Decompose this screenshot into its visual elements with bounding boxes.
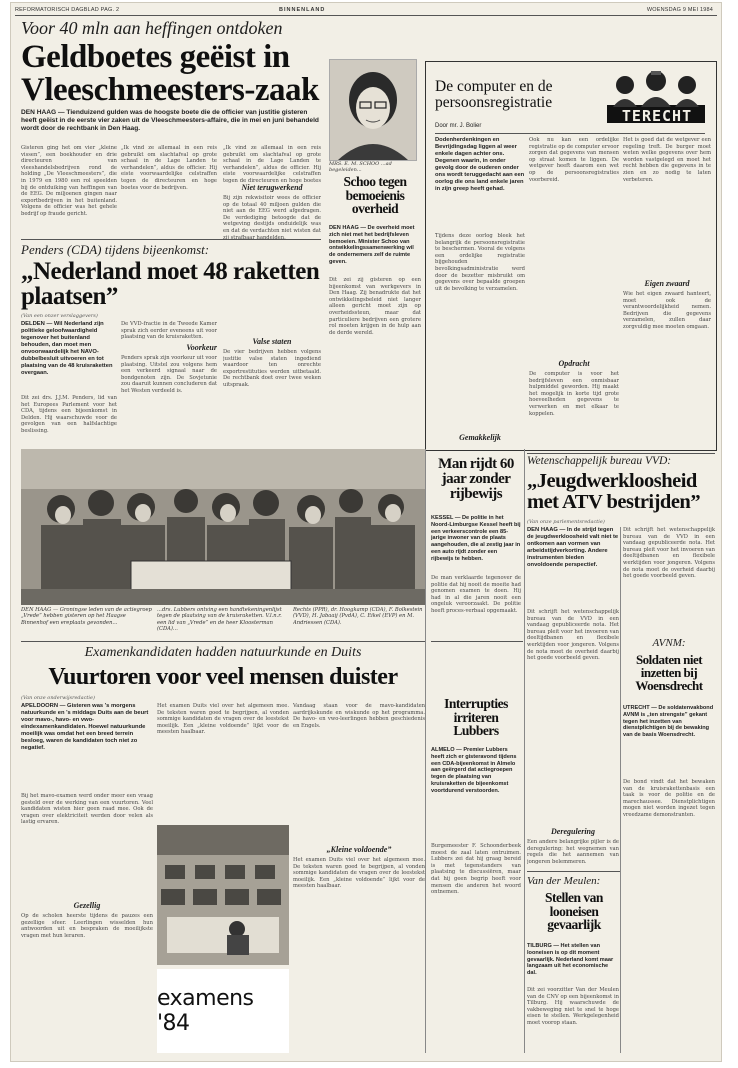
exams-subhead-1: Gezellig	[73, 901, 101, 910]
nato-lead: DELDEN — Wil Nederland zijn politieke geloofwaardigheid tegenover het buitenland behouden, dan moet men onvoorwaardelijk het NAVO-dubbelbesluit uitvoeren en tot plaatsing van de 48 kruisraketten overgaan.	[21, 321, 113, 376]
vvd-lead: DEN HAAG — In de strijd tegen de jeugdwerkloosheid valt niet te ontkomen aan vormen van arbeidstijdverkorting. Andere instrumenten bieden onvoldoende perspectief.	[527, 527, 619, 568]
fines-kicker: Voor 40 mln aan heffingen ontdoken	[21, 18, 283, 38]
column-separator-2	[524, 449, 525, 1053]
kessel-lead: KESSEL — De politie in het Noord-Limburgse Kessel heeft bij een verkeerscontrole een 85-jarige inwoner van de plaats aangehouden, die al zestig jaar in een auto rijdt zonder een rijbewijs te hebben.	[431, 515, 521, 562]
running-head-left: REFORMATORISCH DAGBLAD PAG. 2	[15, 7, 120, 13]
exams-logo-text: examens '84	[157, 986, 254, 1036]
fines-subhead: Niet terugwerkend	[241, 183, 303, 192]
computer-subhead-1: Opdracht	[558, 359, 590, 368]
photo-main-caption-1: DEN HAAG — Groningse leden van de actiegroep „Vrede” hebben gisteren op het Haagse Binnenhof een ereplaats gevonden...	[21, 607, 152, 626]
vvd-body: Dit schrijft het wetenschappelijk bureau van de VVD in een vandaag gepubliceerde nota. Het bureau pleit voor het invoeren van deeltijdbanen en flexibele werktijden voor jongeren. Volgens de nota moet de overheid daarbij het goede voorbeeld geven.	[527, 609, 619, 662]
exams-headline: Vuurtoren voor veel mensen duister	[48, 664, 398, 690]
fines-body-3a: „Ik vind ze allemaal in een reis gebruikt om slachtafval op grote schaal in de Lage Landen te verhandelen”, aldus de officier. Hij eiste voorwaardelijke celstraffen tegen de directeuren en hoge boetes	[223, 145, 321, 183]
computer-byline: Door mr. J. Bolier	[435, 123, 482, 129]
meulen-rule	[527, 871, 621, 872]
fines-lead: DEN HAAG — Tienduizend gulden was de hoogste boete die de officier van justitie gisteren heeft geëist in de eerste vier zaken uit de Vleeschmeesters-affaire, die in mei en juni behandeld wordt door de rechtbank in Den Haag.	[21, 109, 319, 133]
lubbers-body: Burgemeester F. Schoonderbeek moest de zaal laten ontruimen. Lubbers zei dat hij graag bereid is met tegenstanders van plaatsing te discussiëren, maar dat hij geen begrip heeft voor mensen die anderen het woord ontnemen.	[431, 843, 521, 896]
nato-source: (Van een onzer verslaggevers)	[21, 313, 98, 319]
fines-body-3: Bij zijn rekwisitoir wees de officier op de totaal 40 miljoen gulden die niet aan de EEG werd afgedragen. De verdediging betoogde dat de wetgeving destijds onduidelijk was en dat de verdachten niet wisten dat zij strafbaar handelden.	[223, 195, 321, 241]
fines-body-1: Gisteren ging het om vier „kleine vissen”, een boekhouder en drie directeuren van vleeshandelsbedrijven rond de holding „De Vleeschmeesters”, die in 1979 en 1980 een rol speelden bij de ontduiking van heffingen van de EEG. De miljoenen gingen naar exportbedrijven in het buitenland. Volgens de officier was het gehele bedrijf op fraude gericht.	[21, 145, 117, 217]
computer-subhead-2: Gemakkelijk	[459, 433, 501, 442]
nato-body-2: Penders sprak zijn voorkeur uit voor plaatsing. Uitstel zou volgens hem een verkeerd signaal naar de bondgenoten zijn. De Sovjetunie zou daaruit kunnen concluderen dat het Westen verdeeld is.	[121, 355, 217, 394]
schoo-headline: Schoo tegen bemoeienis overheid	[343, 174, 407, 216]
lubbers-lead: ALMELO — Premier Lubbers heeft zich er gisteravond tijdens een CDA-bijeenkomst in Almelo aan geërgerd dat actiegroepen tegen de plaatsing van kruisraketten de bijeenkomst voortdurend verstoorden.	[431, 747, 517, 794]
schoo-lead: DEN HAAG — De overheid moet zich niet met het bedrijfsleven bemoeien. Minister Schoo van ontwikkelingssamenwerking wil de ondernemers zelf de ruimte geven.	[329, 225, 415, 265]
nato-rule	[21, 239, 321, 240]
computer-rule	[435, 133, 705, 134]
meulen-kicker: Van der Meulen:	[527, 875, 601, 887]
photo-exams	[157, 825, 289, 965]
avnm-headline: Soldaten niet inzetten bij Woensdrecht	[635, 652, 703, 693]
exams-body-4: Vandaag staan voor de mavo-kandidaten aardrijkskunde en wiskunde op het programma. De havo- en vwo-leerlingen hebben geschiedenis en Engels.	[293, 703, 425, 729]
meulen-body: Dit zei voorzitter Van der Meulen van de CNV op een bijeenkomst in Tilburg. Hij waarschuwde de vakbeweging niet te snel te hoge eisen te stellen. Werkgelegenheid moet voorop staan.	[527, 987, 619, 1026]
protest-photo	[21, 449, 425, 605]
computer-body-3: De computer is voor het bedrijfsleven een onmisbaar hulpmiddel geworden. Hij maakt het mogelijk in korte tijd grote hoeveelheden gegevens te verwerken en met elkaar te koppelen.	[529, 371, 619, 417]
schoo-body: Dit zei zij gisteren op een bijeenkomst van werkgevers in Den Haag. Zij benadrukte dat het ontwikkelingsbeleid niet langer alleen gericht moet zijn op overheidssteun, maar dat particuliere bedrijven een grotere rol moeten krijgen in de hulp aan de derde wereld.	[329, 277, 421, 336]
fines-body-4: De vier bedrijven hebben volgens justitie valse staten ingediend waardoor ten onrechte exportrestituties werden uitbetaald. De rechtbank doet over twee weken uitspraak.	[223, 349, 321, 388]
photo-main	[21, 449, 425, 605]
kessel-headline: Man rijdt 60 jaar zonder rijbewijs	[438, 456, 514, 502]
vvd-subhead: Deregulering	[551, 827, 595, 836]
running-head-section: BINNENLAND	[279, 7, 326, 13]
lubbers-rule	[431, 641, 523, 642]
computer-body-2: Ook nu kan een ordelijke registratie op de computer ervoor zorgen dat gegevens van mensen op straat komen te liggen. De wetgever heeft daarom een wet op de persoonsregistraties voorbereid.	[529, 137, 619, 183]
nato-body-1b: De VVD-fractie in de Tweede Kamer sprak zich eerder eveneens uit voor plaatsing van de kruisraketten.	[121, 321, 217, 341]
exams-rule	[21, 641, 425, 642]
nato-kicker: Penders (CDA) tijdens bijeenkomst:	[21, 242, 210, 257]
newspaper-page	[10, 2, 722, 1062]
vvd-body-3: Dit schrijft het wetenschappelijk bureau van de VVD in een vandaag gepubliceerde nota. Het bureau pleit voor het invoeren van deeltijdbanen en flexibele werktijden voor jongeren. Volgens de nota moet de overheid daarbij het goede voorbeeld geven.	[623, 527, 715, 580]
photo-schoo-caption: MRS. E. M. SCHOO ...ad begeleiden...	[329, 161, 392, 174]
fines-body-2: „Ik vind ze allemaal in een reis gebruikt om slachtafval op grote schaal in de Lage Landen te verhandelen”, aldus de officier. Hij eiste voorwaardelijke celstraffen tegen de directeuren en hoge boetes voor de bedrijven.	[121, 145, 217, 191]
portrait-image	[330, 60, 416, 160]
vvd-headline: „Jeugdwerkloosheid met ATV bestrijden”	[527, 470, 701, 513]
exams-body-1: Bij het mavo-examen werd onder meer een vraag gesteld over de werking van een vuurtoren. Veel kandidaten wisten hier geen raad mee. Ook de vragen over elektriciteit werden door velen als lastig ervaren.	[21, 793, 153, 826]
avnm-kicker: AVNM:	[652, 637, 686, 649]
computer-body-1: Tijdens deze oorlog bleek het belangrijk de persoonsregistratie te beschermen. Vooral de volgens een ordelijke registratie bijgehouden bevolkingsadministratie werd door de bezetter misbruikt om gegevens over bepaalde groepen uit de bevolking te verzamelen.	[435, 233, 525, 292]
exams-logo-box	[157, 969, 289, 1053]
running-head-date: WOENSDAG 9 MEI 1984	[646, 7, 713, 13]
avnm-lead: UTRECHT — De soldatenvakbond AVNM is „ten strengste” gekant tegen het inzetten van dienstplichtigen bij de bewaking van de basis Woensdrecht.	[623, 705, 714, 739]
exams-lead: APELDOORN — Gisteren was 's morgens natuurkunde en 's middags Duits aan de beurt voor mavo-, havo- en vwo-eindexamenkandidaten. Hoewel natuurkunde moeilijk was omdat het een breed terrein besloeg, waren de kandidaten toch niet zo negatief.	[21, 703, 149, 751]
exams-source: (Van onze onderwijsredactie)	[21, 695, 95, 701]
vvd-rule	[527, 453, 715, 454]
lubbers-headline: Interrupties irriteren Lubbers	[444, 696, 508, 738]
exams-body-2: Op de scholen heerste tijdens de pauzes een gezellige sfeer. Leerlingen wisselden hun antwoorden uit en bespraken de moeilijkste vragen met hun leraren.	[21, 913, 153, 939]
computer-subhead-3: Eigen zwaard	[644, 279, 690, 288]
nato-subhead-1: Voorkeur	[186, 343, 217, 352]
computer-body-4: Het is goed dat de wetgever een regeling treft. De burger moet weten welke gegevens over hem worden vastgelegd en moet het recht hebben die gegevens in te zien en zo nodig te laten verbeteren.	[623, 137, 711, 183]
exams-body-5: Het examen Duits viel over het algemeen mee. De teksten waren goed te begrijpen, al vonden sommige kandidaten de vragen over de leestekst moeilijk. Een „kleine voldoende” lijkt voor de meesten haalbaar.	[293, 857, 425, 890]
column-separator-3	[620, 527, 621, 1053]
photo-schoo	[329, 59, 417, 161]
computer-body-5: Wie het eigen zwaard hanteert, moet ook de verantwoordelijkheid nemen. Bedrijven die gegevens verzamelen, zullen daar zorgvuldig mee moeten omgaan.	[623, 291, 711, 330]
exam-hall-photo	[157, 825, 289, 965]
meulen-lead: TILBURG — Het stellen van looneisen is op dit moment gevaarlijk. Nederland komt maar langzaam uit het economische dal.	[527, 943, 614, 977]
vvd-kicker: Wetenschappelijk bureau VVD:	[527, 455, 672, 467]
photo-main-caption-2: ...drs. Lubbers ontving een handtekeningenlijst tegen de plaatsing van de kruisraketten. V.l.n.r. een lid van „Vrede” en de heer Kloosterman (CDA)...	[157, 607, 282, 633]
column-separator-1	[425, 449, 426, 1053]
exams-body-3: Het examen Duits viel over het algemeen mee. De teksten waren goed te begrijpen, al vonden sommige kandidaten de vragen over de leestekst moeilijk. Een „kleine voldoende” lijkt voor de meesten haalbaar.	[157, 703, 289, 736]
terecht-logo-text: TERECHT	[621, 107, 693, 125]
nato-body-1: Dit zei drs. J.J.M. Penders, lid van het Europees Parlement voor het CDA, tijdens een bijeenkomst in Delden. Hij waarschuwde voor de gevolgen van een halfslachtige beslissing.	[21, 395, 117, 434]
nato-headline: „Nederland moet 48 raketten plaatsen”	[21, 258, 320, 310]
computer-headline: De computer en de persoonsregistratie	[435, 78, 553, 111]
meulen-headline: Stellen van looneisen gevaarlijk	[545, 890, 603, 932]
exams-kicker: Examenkandidaten hadden natuurkunde en Duits	[84, 645, 362, 660]
vvd-body-2: Een andere belangrijke pijler is de deregulering: het wegnemen van regels die het aannemen van jongeren belemmeren.	[527, 839, 619, 865]
avnm-body: De bond vindt dat het bewaken van de kruisrakettenbasis een taak is voor de politie en de marechaussee. Dienstplichtigen mogen niet worden ingezet tegen vreedzame demonstranten.	[623, 779, 715, 818]
computer-lead: Dodenherdenkingen en Bevrijdingsdag liggen al weer enkele dagen achter ons. Degenen waarin, in onder gevolg door de ouderen onder ons wordt teruggedacht aan een oorlog die ons land enkele jaren in zijn greep heeft gehad.	[435, 137, 525, 192]
vvd-source: (Van onze parlementsredactie)	[527, 519, 605, 525]
kessel-body: De man verklaarde tegenover de politie dat hij nooit de moeite had genomen examen te doen. Hij had in al die jaren nooit een ongeluk veroorzaakt. De politie heeft proces-verbaal opgemaakt.	[431, 575, 521, 614]
fines-subhead-2: Valse staten	[252, 337, 292, 346]
exams-subhead-2: „Kleine voldoende”	[326, 845, 392, 854]
header-rule	[15, 15, 717, 16]
fines-headline: Geldboetes geëist in Vleeschmeesters-zaak	[21, 39, 319, 108]
photo-main-caption-3: Rechts (PPR), dr. Hoogkamp (CDA), F. Bolkestein (VVD), H. Jabaaij (PvdA), C. Eikel (EVP) en M. Andriessen (CDA).	[293, 607, 423, 626]
